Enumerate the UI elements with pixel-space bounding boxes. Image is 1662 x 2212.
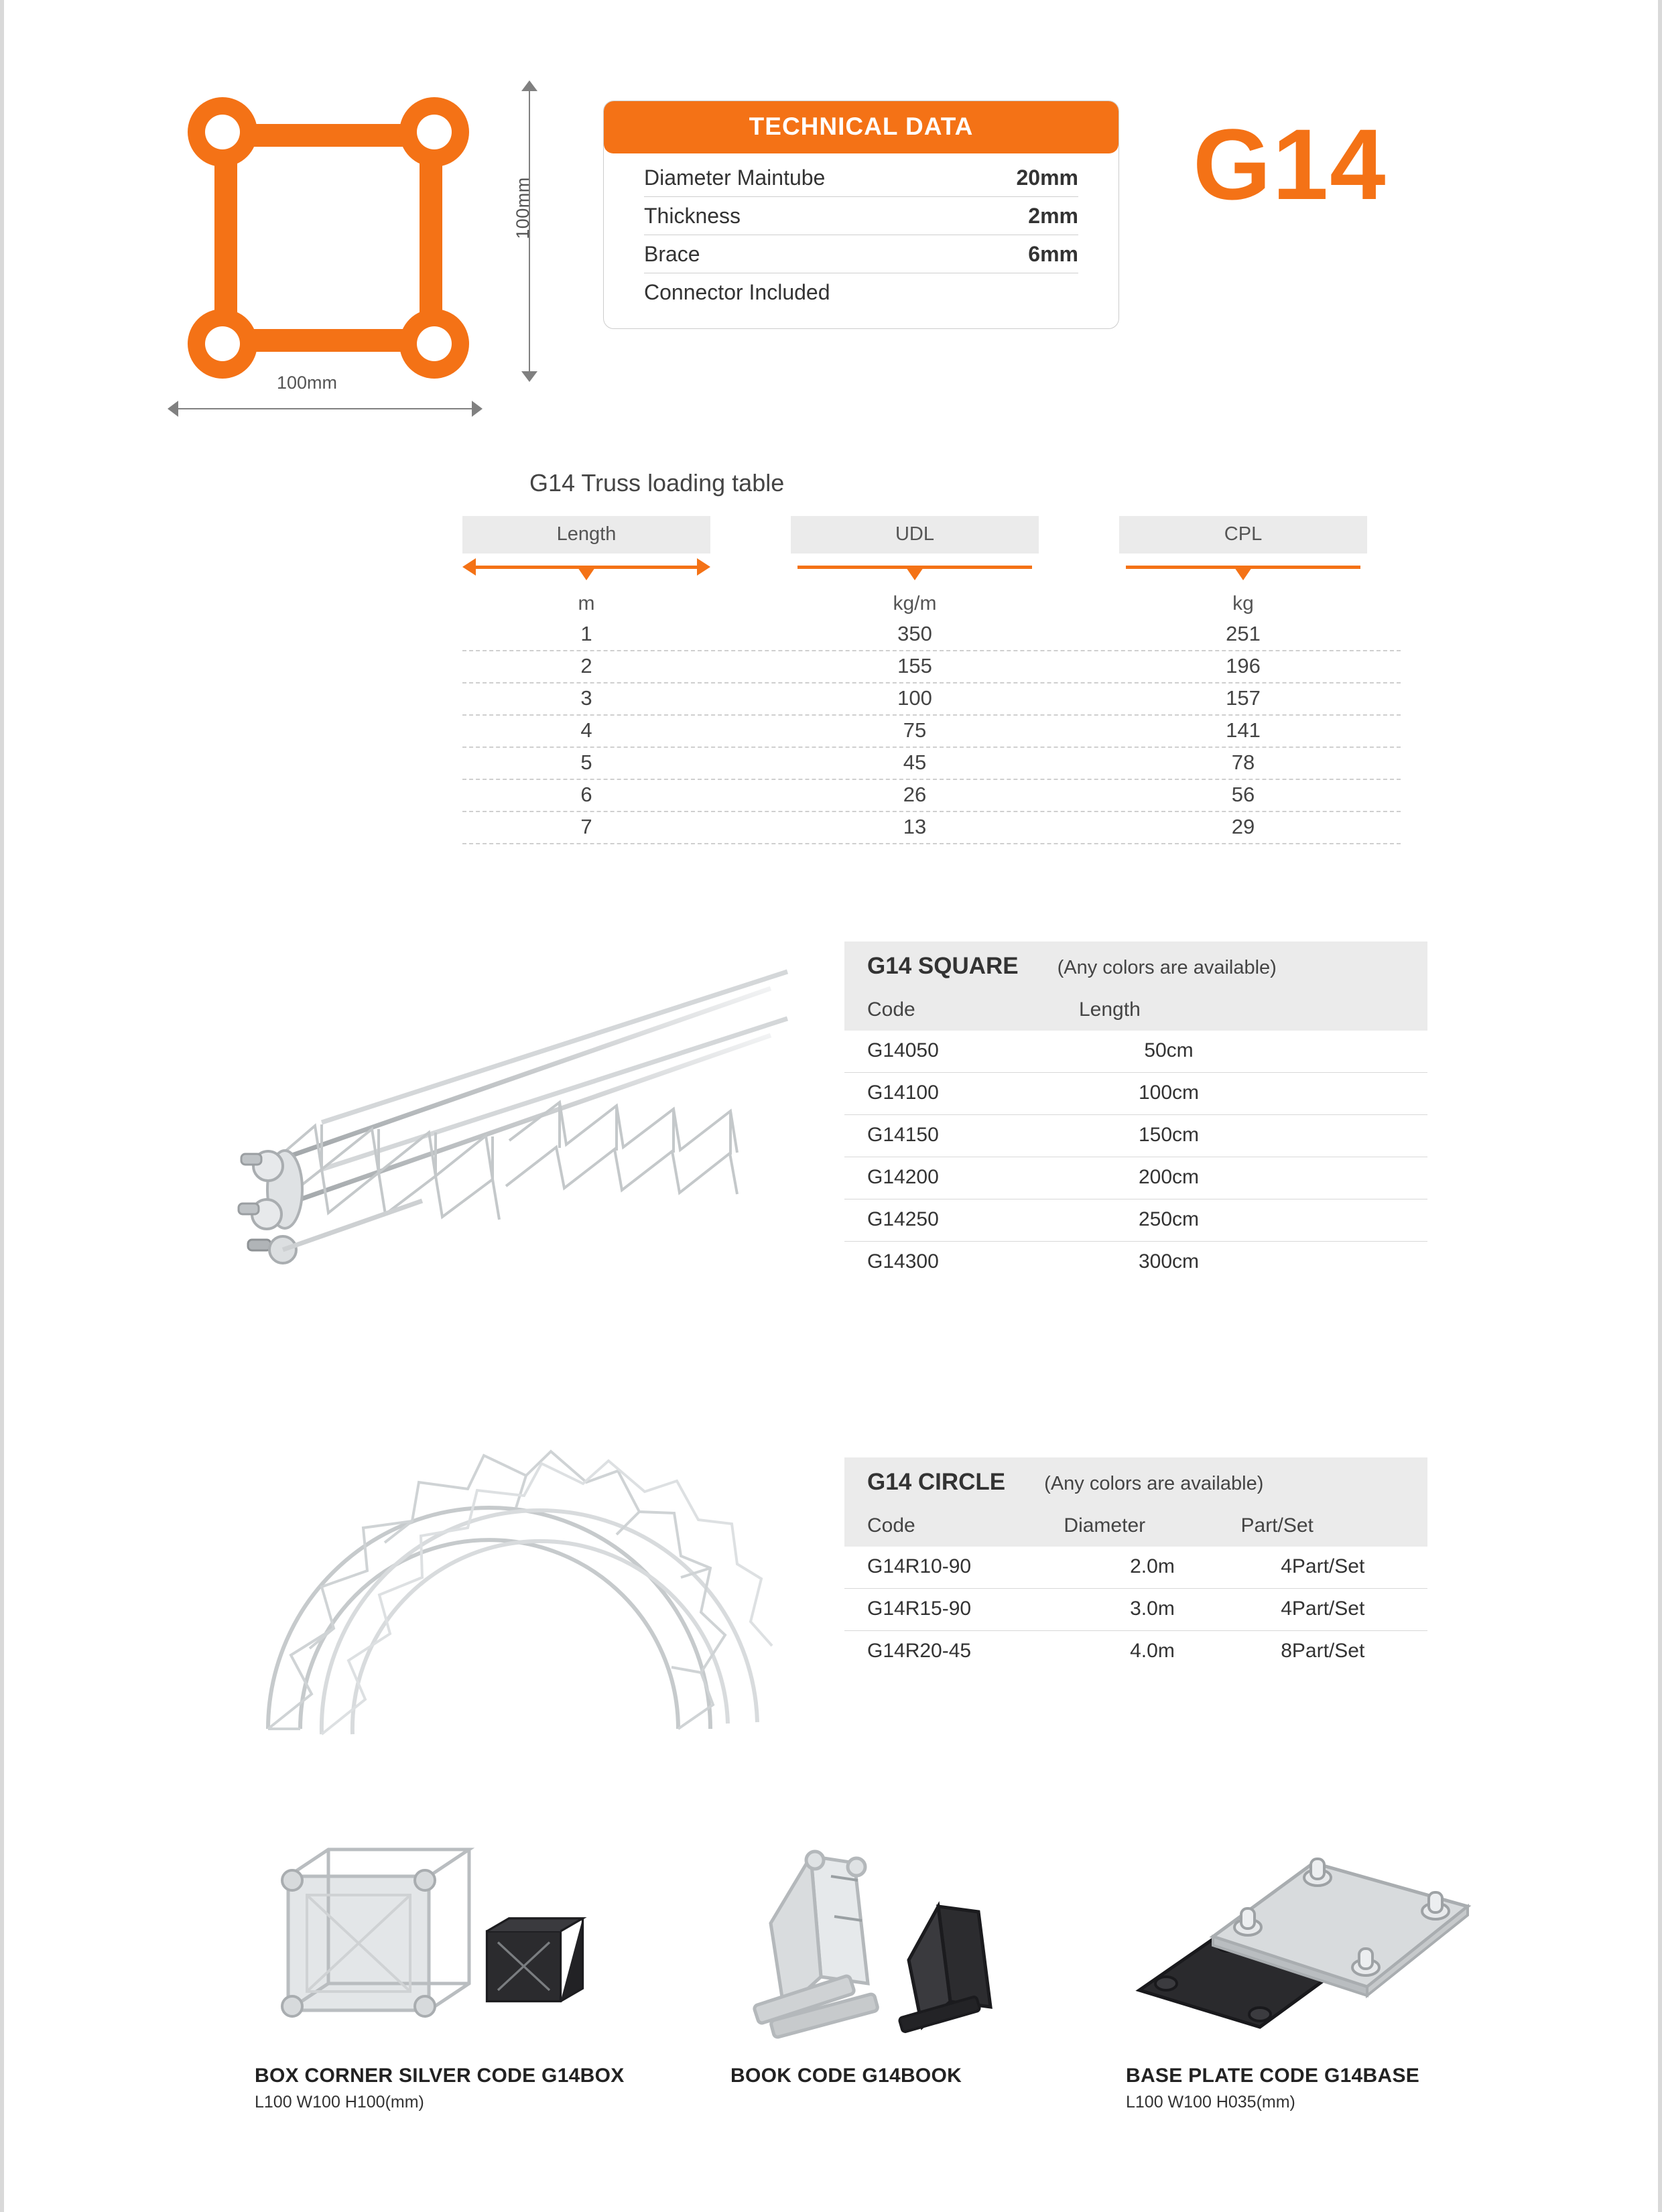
column-header-diameter: Diameter bbox=[1064, 1514, 1146, 1537]
cell-diameter: 3.0m bbox=[1130, 1598, 1175, 1620]
cell-cpl: 251 bbox=[1226, 622, 1261, 645]
accessory-title: BASE PLATE CODE G14BASE bbox=[1126, 2065, 1420, 2087]
circle-truss-image bbox=[221, 1434, 824, 1742]
technical-data-rows bbox=[604, 153, 1118, 328]
table-row bbox=[844, 1242, 1427, 1283]
cell-length: 4 bbox=[580, 718, 592, 742]
technical-data-title: TECHNICAL DATA bbox=[604, 101, 1118, 153]
loading-table-title: G14 Truss loading table bbox=[529, 469, 785, 497]
accessory-base-plate bbox=[1126, 1836, 1541, 2112]
circle-column-headers bbox=[844, 1508, 1427, 1547]
tech-label: Brace bbox=[644, 242, 700, 266]
circle-table-note: (Any colors are available) bbox=[1044, 1473, 1264, 1494]
table-row bbox=[644, 197, 1078, 235]
triangle-down-icon bbox=[1233, 566, 1253, 580]
truss-frame-graphic bbox=[188, 97, 469, 379]
cell-length: 100cm bbox=[1138, 1082, 1200, 1104]
triangle-down-icon bbox=[576, 566, 596, 580]
cpl-arrow-graphic bbox=[1119, 554, 1367, 592]
accessory-book bbox=[730, 1836, 1106, 2093]
cell-udl: 155 bbox=[897, 654, 932, 677]
table-row bbox=[644, 273, 1078, 311]
dimension-height bbox=[512, 80, 543, 382]
table-row bbox=[844, 1547, 1427, 1589]
column-header-code: Code bbox=[867, 1514, 915, 1537]
arrow-right-icon bbox=[472, 401, 483, 417]
cell-cpl: 78 bbox=[1231, 751, 1255, 774]
truss-tube-bottom-left bbox=[188, 309, 257, 379]
square-truss-image bbox=[221, 965, 804, 1340]
cell-length: 1 bbox=[580, 622, 592, 645]
circle-table-header bbox=[844, 1457, 1427, 1508]
column-header: CPL bbox=[1119, 516, 1367, 554]
cell-length: 3 bbox=[580, 686, 592, 710]
cell-length: 250cm bbox=[1138, 1208, 1200, 1230]
cell-code: G14300 bbox=[867, 1250, 939, 1273]
cell-diameter: 2.0m bbox=[1130, 1555, 1175, 1577]
loading-col-cpl bbox=[1119, 516, 1367, 592]
loading-table-units bbox=[462, 592, 1401, 618]
table-row bbox=[844, 1631, 1427, 1673]
triangle-down-icon bbox=[905, 566, 925, 580]
arrow-down-icon bbox=[521, 371, 537, 382]
cell-code: G14R15-90 bbox=[867, 1598, 972, 1620]
truss-tube-top-right bbox=[399, 97, 469, 167]
table-row bbox=[462, 812, 1401, 844]
column-header-code: Code bbox=[867, 998, 915, 1021]
cell-cpl: 157 bbox=[1226, 686, 1261, 710]
base-plate-illustration bbox=[1126, 1836, 1488, 2057]
cell-code: G14R20-45 bbox=[867, 1640, 972, 1662]
circle-spec-table bbox=[844, 1457, 1427, 1673]
cell-length: 50cm bbox=[1144, 1039, 1194, 1061]
table-row bbox=[462, 619, 1401, 651]
table-row bbox=[462, 684, 1401, 716]
cell-length: 300cm bbox=[1138, 1250, 1200, 1273]
dimension-width bbox=[168, 373, 483, 422]
table-row bbox=[844, 1157, 1427, 1199]
accessory-box-corner bbox=[255, 1836, 670, 2112]
cell-code: G14R10-90 bbox=[867, 1555, 972, 1577]
cell-partset: 4Part/Set bbox=[1281, 1598, 1365, 1620]
unit-udl: kg/m bbox=[893, 592, 937, 614]
column-header: UDL bbox=[791, 516, 1039, 554]
accessory-subtitle: L100 W100 H100(mm) bbox=[255, 2093, 424, 2111]
cell-length: 6 bbox=[580, 783, 592, 806]
table-row bbox=[844, 1199, 1427, 1242]
accessory-subtitle: L100 W100 H035(mm) bbox=[1126, 2093, 1295, 2111]
model-name: G14 bbox=[1193, 108, 1387, 220]
length-arrow-graphic bbox=[462, 554, 710, 592]
loading-col-length bbox=[462, 516, 710, 592]
box-corner-illustration bbox=[255, 1836, 630, 2057]
table-row bbox=[462, 716, 1401, 748]
unit-cpl: kg bbox=[1232, 592, 1254, 614]
cell-diameter: 4.0m bbox=[1130, 1640, 1175, 1662]
table-row bbox=[644, 159, 1078, 197]
cell-cpl: 196 bbox=[1226, 654, 1261, 677]
loading-table-headers bbox=[462, 516, 1401, 592]
table-row bbox=[844, 1031, 1427, 1073]
cell-udl: 75 bbox=[903, 718, 927, 742]
cell-code: G14250 bbox=[867, 1208, 939, 1230]
column-header-partset: Part/Set bbox=[1240, 1514, 1314, 1537]
unit-length: m bbox=[578, 592, 595, 614]
cell-udl: 100 bbox=[897, 686, 932, 710]
tech-value: 2mm bbox=[1028, 204, 1078, 228]
tech-value: 20mm bbox=[1016, 166, 1078, 190]
cell-code: G14050 bbox=[867, 1039, 939, 1061]
truss-tube-bottom-right bbox=[399, 309, 469, 379]
udl-arrow-graphic bbox=[791, 554, 1039, 592]
tech-label: Diameter Maintube bbox=[644, 166, 826, 190]
tech-value: 6mm bbox=[1028, 242, 1078, 266]
square-table-note: (Any colors are available) bbox=[1057, 957, 1277, 978]
cell-udl: 350 bbox=[897, 622, 932, 645]
column-header: Length bbox=[462, 516, 710, 554]
cell-code: G14200 bbox=[867, 1166, 939, 1188]
cell-length: 150cm bbox=[1138, 1124, 1200, 1146]
circle-truss-illustration bbox=[221, 1434, 824, 1742]
table-row bbox=[462, 748, 1401, 780]
loading-table bbox=[462, 516, 1401, 844]
cell-length: 7 bbox=[580, 815, 592, 838]
accessory-title: BOOK CODE G14BOOK bbox=[730, 2065, 962, 2087]
circle-table-title: G14 CIRCLE bbox=[867, 1469, 1006, 1495]
accessory-title: BOX CORNER SILVER CODE G14BOX bbox=[255, 2065, 625, 2087]
cell-cpl: 29 bbox=[1231, 815, 1255, 838]
table-row bbox=[844, 1073, 1427, 1115]
square-column-headers bbox=[844, 992, 1427, 1031]
table-row bbox=[844, 1115, 1427, 1157]
square-table-header bbox=[844, 941, 1427, 992]
cell-code: G14150 bbox=[867, 1124, 939, 1146]
cell-partset: 4Part/Set bbox=[1281, 1555, 1365, 1577]
cell-udl: 26 bbox=[903, 783, 927, 806]
cell-length: 2 bbox=[580, 654, 592, 677]
table-row bbox=[844, 1589, 1427, 1631]
loading-table-body bbox=[462, 619, 1401, 844]
tech-label: Thickness bbox=[644, 204, 741, 228]
truss-tube-top-left bbox=[188, 97, 257, 167]
table-row bbox=[462, 651, 1401, 684]
table-row bbox=[462, 780, 1401, 812]
cell-cpl: 56 bbox=[1231, 783, 1255, 806]
column-header-length: Length bbox=[1079, 998, 1141, 1021]
loading-col-udl bbox=[791, 516, 1039, 592]
square-truss-illustration bbox=[221, 965, 804, 1340]
arrow-right-icon bbox=[697, 558, 710, 576]
square-table-title: G14 SQUARE bbox=[867, 953, 1019, 979]
dimension-height-label: 100mm bbox=[512, 177, 533, 239]
dimension-width-label: 100mm bbox=[271, 373, 342, 393]
cell-udl: 45 bbox=[903, 751, 927, 774]
cell-cpl: 141 bbox=[1226, 718, 1261, 742]
cell-udl: 13 bbox=[903, 815, 927, 838]
square-spec-table bbox=[844, 941, 1427, 1283]
technical-data-card bbox=[603, 101, 1119, 329]
book-clamp-illustration bbox=[730, 1836, 1052, 2057]
cell-length: 5 bbox=[580, 751, 592, 774]
truss-cross-section-diagram bbox=[168, 77, 483, 392]
dimension-line-horizontal bbox=[177, 408, 473, 409]
tech-label: Connector Included bbox=[644, 280, 830, 304]
cell-code: G14100 bbox=[867, 1082, 939, 1104]
cell-length: 200cm bbox=[1138, 1166, 1200, 1188]
table-row bbox=[644, 235, 1078, 273]
cell-partset: 8Part/Set bbox=[1281, 1640, 1365, 1662]
